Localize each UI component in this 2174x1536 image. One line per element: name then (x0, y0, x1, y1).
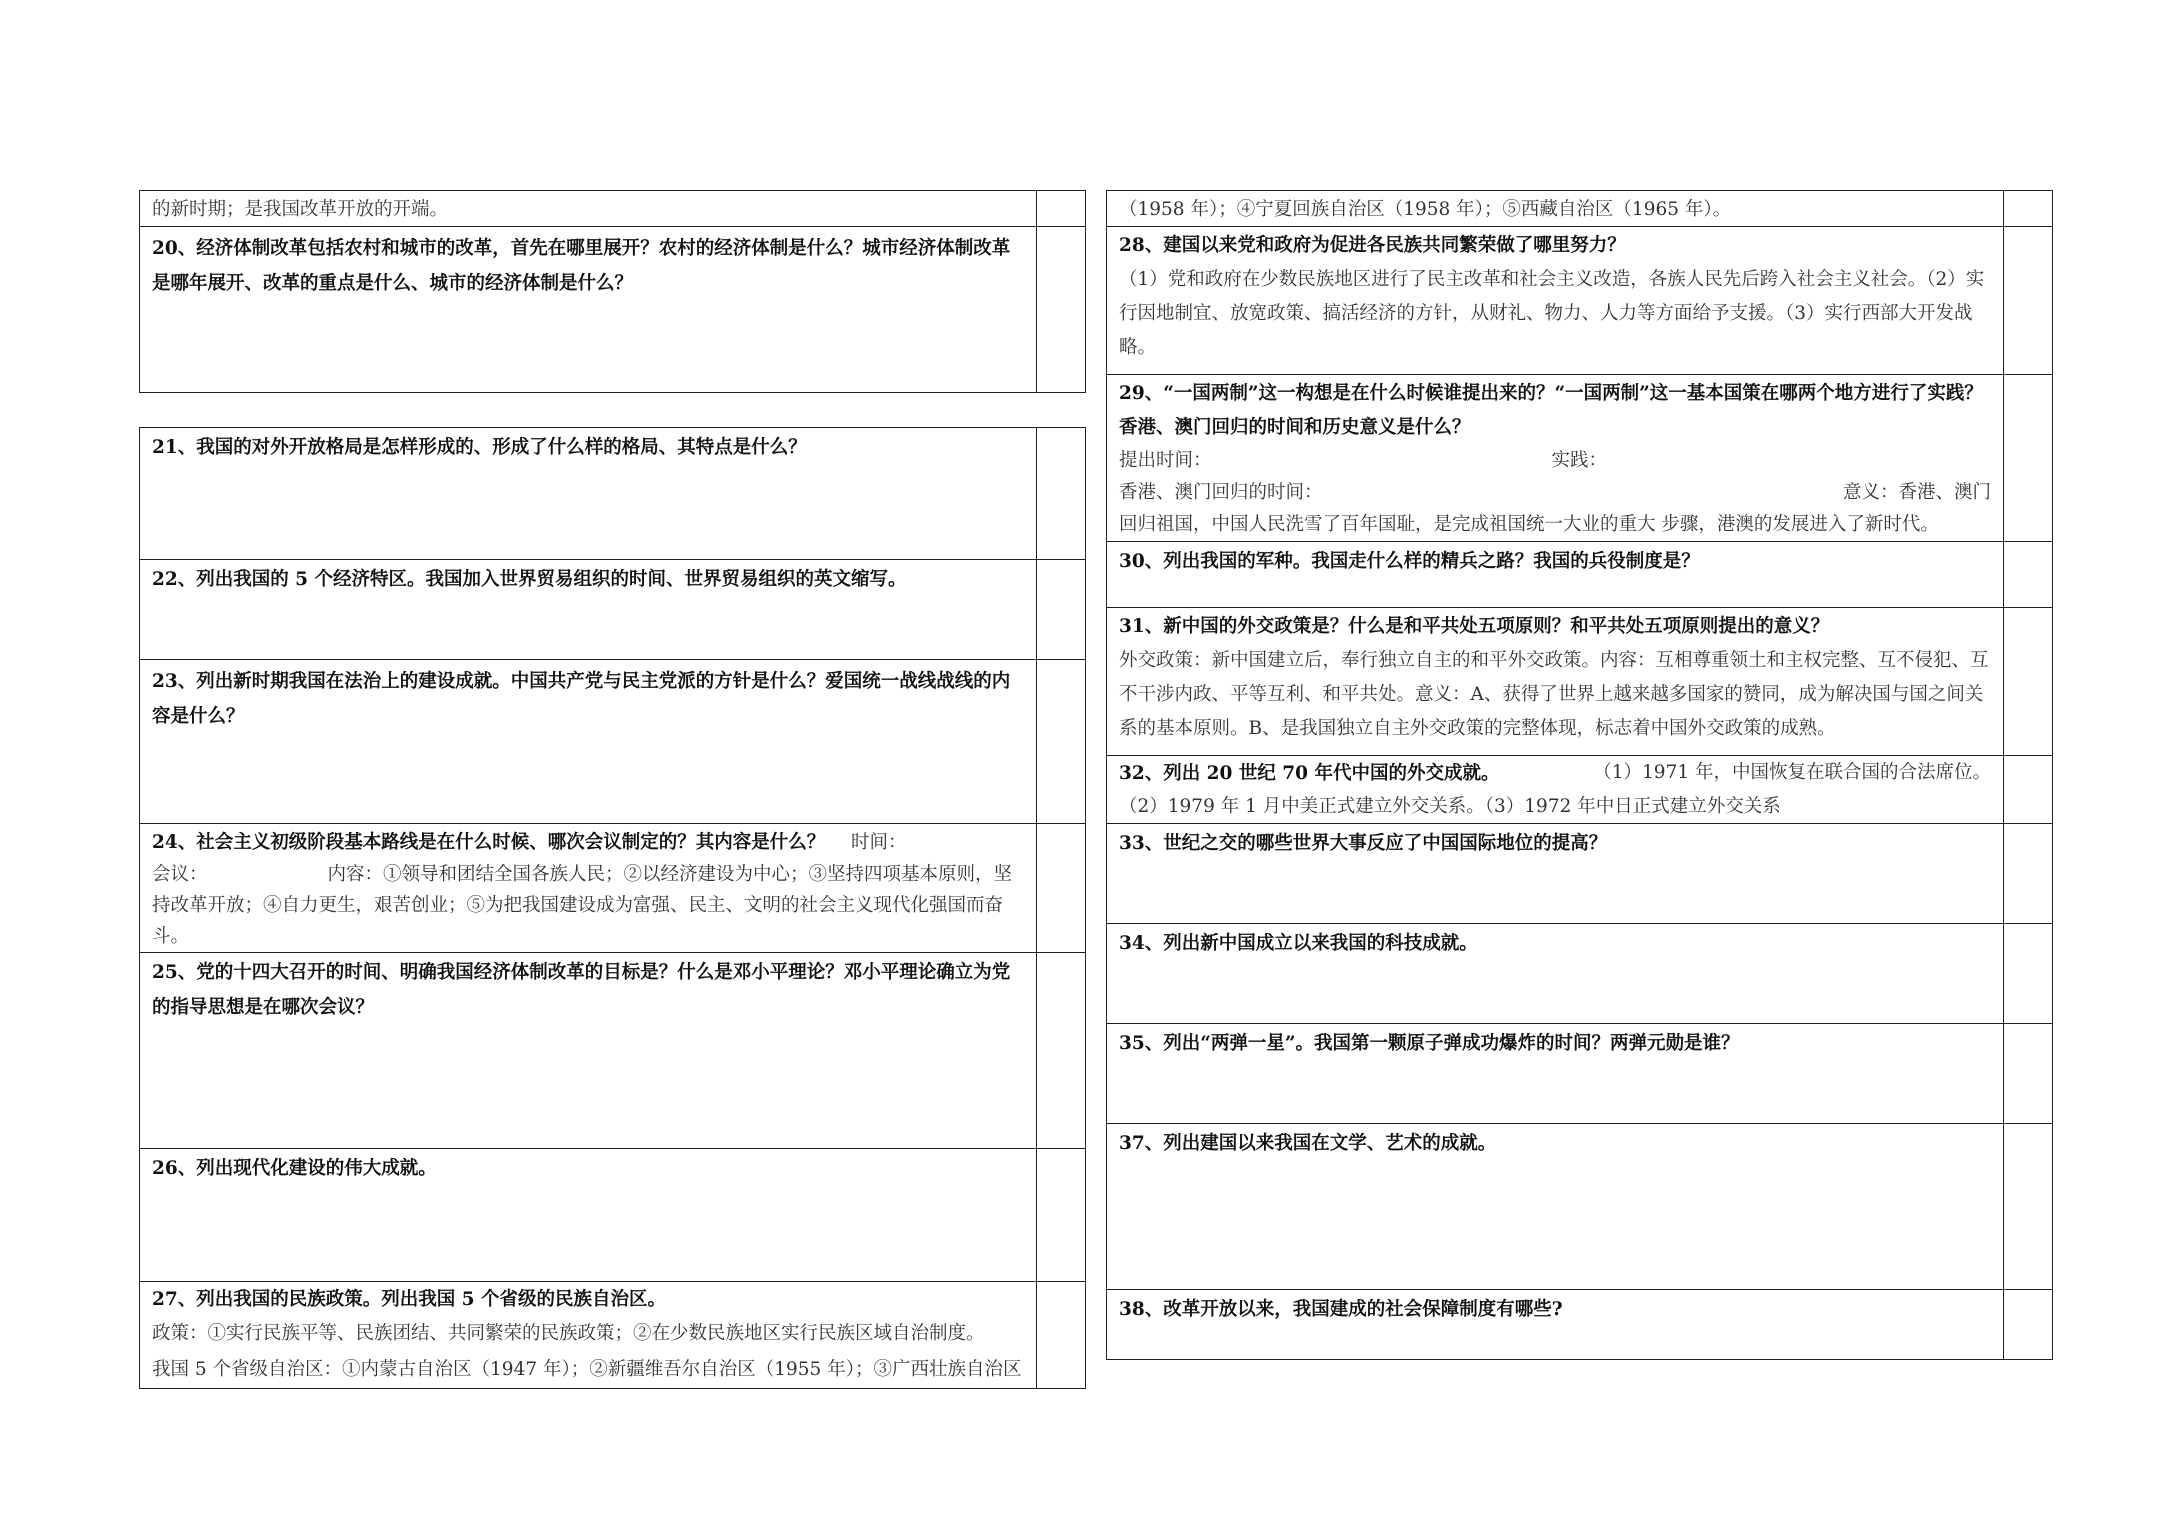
question-37: 37、列出建国以来我国在文学、艺术的成就。 (1119, 1133, 1497, 1154)
answer-column (2004, 375, 2053, 542)
answer-column (1037, 1149, 1086, 1282)
answer-column (2004, 1290, 2053, 1360)
time-label: 时间： (851, 832, 907, 853)
question-20: 20、经济体制改革包括农村和城市的改革，首先在哪里展开？农村的经济体制是什么？城市经济体制改革是哪年展开、改革的重点是什么、城市的经济体制是什么？ (152, 238, 1011, 294)
meaning-label: 意义：香港、澳门 (1842, 482, 1991, 503)
question-29: 29、“一国两制”这一构想是在什么时候谁提出来的？“一国两制”这一基本国策在哪两个地方进行了实践？香港、澳门回归的时间和历史意义是什么？ (1119, 383, 1983, 438)
question-38: 38、改革开放以来，我国建成的社会保障制度有哪些? (1119, 1299, 1563, 1320)
question-30: 30、列出我国的军种。我国走什么样的精兵之路？我国的兵役制度是？ (1119, 551, 1700, 572)
continuation-text: （1958 年）；④宁夏回族自治区（1958 年）；⑤西藏自治区（1965 年）。 (1119, 199, 1732, 220)
question-22: 22、列出我国的 5 个经济特区。我国加入世界贸易组织的时间、世界贸易组织的英文缩写。 (152, 569, 907, 590)
content-answer: 内容：①领导和团结全国各族人民；②以经济建设为中心；③坚持四项基本原则，坚持改革开放；④自力更生，艰苦创业；⑤为把我国建设成为富强、民主、文明的社会主义现代化强国而奋斗。 (152, 864, 1013, 947)
question-26: 26、列出现代化建设的伟大成就。 (152, 1158, 437, 1179)
q32-answer-1: （1）1971 年，中国恢复在联合国的合法席位。 (1593, 762, 1991, 783)
policy-answer: 政策：①实行民族平等、民族团结、共同繁荣的民族政策；②在少数民族地区实行民族区域自治制度。 (152, 1323, 985, 1344)
answer-column (1037, 191, 1086, 227)
proposed-time-label: 提出时间： (1119, 450, 1212, 471)
left-block-2 (139, 427, 1086, 1389)
question-27: 27、列出我国的民族政策。列出我国 5 个省级的民族自治区。 (152, 1289, 667, 1310)
answer-column (1037, 1282, 1086, 1389)
meeting-label: 会议： (152, 864, 208, 885)
question-31: 31、新中国的外交政策是？什么是和平共处五项原则？和平共处五项原则提出的意义？ (1119, 616, 1830, 637)
answer-column (2004, 191, 2053, 227)
answer-column (1037, 227, 1086, 393)
answer-column (1037, 428, 1086, 560)
answer-column (2004, 756, 2053, 824)
right-block (1106, 190, 2053, 1360)
meaning-answer: 回归祖国，中国人民洗雪了百年国耻，是完成祖国统一大业的重大 步骤，港澳的发展进入了新时代。 (1119, 514, 1939, 535)
left-block-1 (139, 190, 1086, 393)
q32-answer-2: （2）1979 年 1 月中美正式建立外交关系。（3）1972 年中日正式建立外交关系 (1119, 796, 1781, 817)
q31-answer: 外交政策：新中国建立后，奉行独立自主的和平外交政策。内容：互相尊重领土和主权完整、互不侵犯、互不干涉内政、平等互利、和平共处。意义：A、获得了世界上越来越多国家的赞同，成为解决国与国之间关系的基本原则。B、是我国独立自主外交政策的完整体现，标志着中国外交政策的成熟。 (1119, 650, 1989, 739)
continuation-text: 的新时期；是我国改革开放的开端。 (152, 199, 449, 220)
question-28: 28、建国以来党和政府为促进各民族共同繁荣做了哪里努力？ (1119, 235, 1626, 256)
question-33: 33、世纪之交的哪些世界大事反应了中国国际地位的提高？ (1119, 833, 1608, 854)
answer-column (2004, 227, 2053, 375)
question-23: 23、列出新时期我国在法治上的建设成就。中国共产党与民主党派的方针是什么？爱国统一战线战线的内容是什么？ (152, 671, 1011, 727)
question-35: 35、列出“两弹一星”。我国第一颗原子弹成功爆炸的时间？两弹元勋是谁？ (1119, 1033, 1740, 1054)
question-24: 24、社会主义初级阶段基本路线是在什么时候、哪次会议制定的？其内容是什么？ (152, 832, 826, 853)
regions-answer: 我国 5 个省级自治区：①内蒙古自治区（1947 年）；②新疆维吾尔自治区（1955 年）；③广西壮族自治区 (152, 1359, 1022, 1380)
answer-column (1037, 953, 1086, 1149)
return-time-label: 香港、澳门回归的时间： (1119, 482, 1323, 503)
q28-answer: （1）党和政府在少数民族地区进行了民主改革和社会主义改造，各族人民先后跨入社会主义社会。（2）实行因地制宜、放宽政策、搞活经济的方针，从财礼、物力、人力等方面给予支援。（3）实行西部大开发战略。 (1119, 269, 1985, 358)
practice-label: 实践： (1551, 450, 1608, 471)
answer-column (2004, 608, 2053, 756)
answer-column (1037, 824, 1086, 953)
question-25: 25、党的十四大召开的时间、明确我国经济体制改革的目标是？什么是邓小平理论？邓小平理论确立为党的指导思想是在哪次会议？ (152, 962, 1011, 1018)
answer-column (2004, 924, 2053, 1024)
answer-column (2004, 1024, 2053, 1124)
question-21: 21、我国的对外开放格局是怎样形成的、形成了什么样的格局、其特点是什么？ (152, 437, 807, 458)
answer-column (2004, 1124, 2053, 1290)
answer-column (1037, 660, 1086, 824)
question-32: 32、列出 20 世纪 70 年代中国的外交成就。 (1119, 763, 1500, 784)
question-34: 34、列出新中国成立以来我国的科技成就。 (1119, 933, 1478, 954)
answer-column (2004, 542, 2053, 608)
answer-column (1037, 560, 1086, 660)
answer-column (2004, 824, 2053, 924)
